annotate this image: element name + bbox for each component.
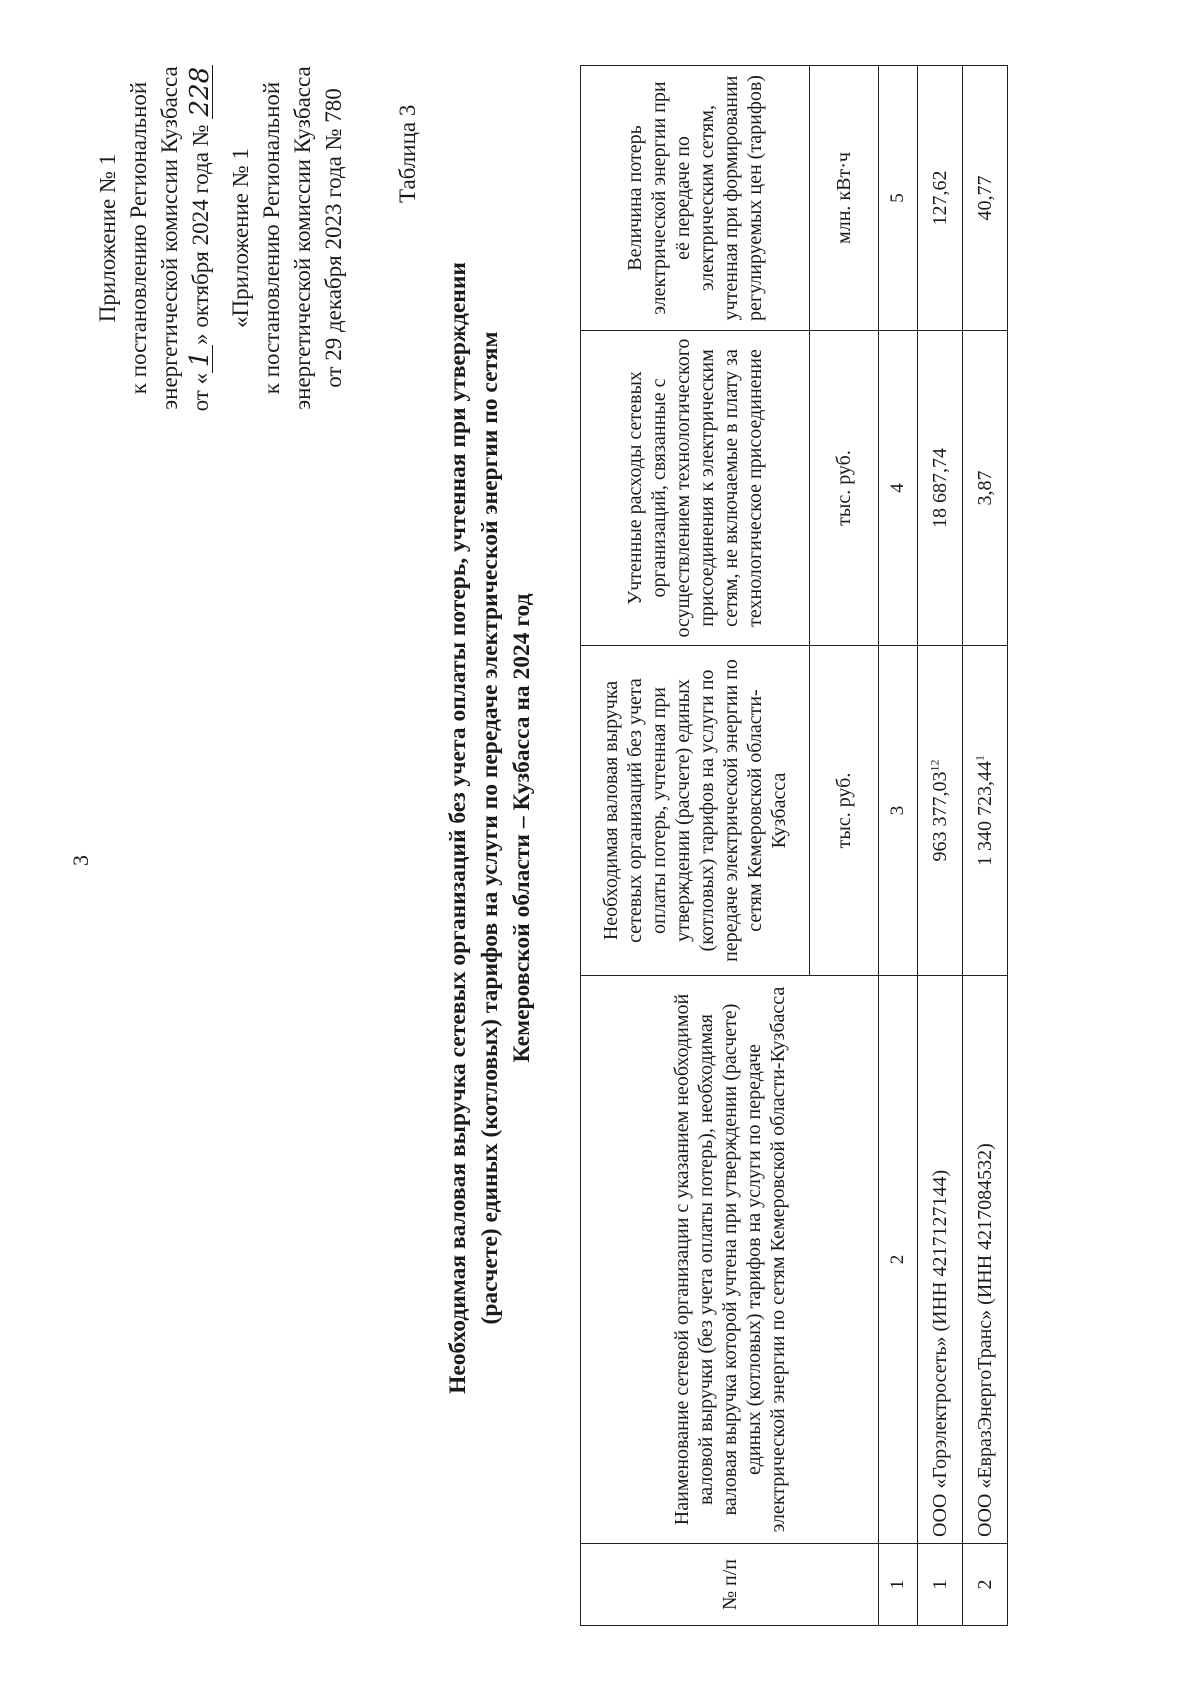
table-header-row xyxy=(581,66,810,1626)
date-prefix: от « xyxy=(188,372,213,412)
row-losses: 40,77 xyxy=(963,66,1008,331)
appendix-old-line1: «Приложение № 1 xyxy=(228,148,253,328)
row-nvv-footnote: 1 xyxy=(972,755,987,761)
title-line2: (расчете) единых (котловых) тарифов на услуги по передаче электрической энергии по сетям xyxy=(477,331,503,1325)
column-numbers-row xyxy=(879,66,918,1626)
appendix-new-date-line xyxy=(185,3,216,473)
document-title xyxy=(442,48,538,1608)
title-line1: Необходимая валовая выручка сетевых организаций без учета оплаты потерь, учтенная при утверждении xyxy=(445,262,471,1394)
unit-losses: млн. кВт·ч xyxy=(810,66,879,331)
column-number: 2 xyxy=(879,976,918,1544)
header-losses: Величина потерь электрической энергии при её передаче по электрическим сетям, учтенная при формировании регулируемых цен (тарифов) xyxy=(581,66,810,331)
header-num: № п/п xyxy=(581,1544,879,1626)
appendix-old-line2: к постановлению Региональной xyxy=(259,81,284,395)
row-org-name: ООО «ЕвразЭнергоТранс» (ИНН 4217084532) xyxy=(963,976,1008,1544)
unit-tp-costs: тыс. руб. xyxy=(810,331,879,646)
column-number: 1 xyxy=(879,1544,918,1626)
date-middle: » октября 2024 года № xyxy=(188,124,213,345)
table-label: Таблица 3 xyxy=(395,104,420,203)
row-tp-costs: 18 687,74 xyxy=(918,331,963,646)
appendix-new-line2: к постановлению Региональной xyxy=(126,81,151,395)
row-nvv-value: 963 377,03 xyxy=(929,771,951,862)
row-nvv xyxy=(963,646,1008,976)
row-num: 2 xyxy=(963,1544,1008,1626)
column-number: 5 xyxy=(879,66,918,331)
appendix-new-line3: энергетической комиссии Кузбасса xyxy=(157,66,182,410)
header-tp-costs: Учтенные расходы сетевых организаций, связанные с осуществлением технологического присоединения к электрическим сетям, не включаемые в плату за технологическое присоединение xyxy=(581,331,810,646)
handwritten-day: 1 xyxy=(188,345,213,373)
appendix-old-block xyxy=(225,3,349,473)
row-org-name: ООО «Горэлектросеть» (ИНН 4217127144) xyxy=(918,976,963,1544)
nvv-table xyxy=(580,65,1008,1626)
table-row xyxy=(963,66,1008,1626)
appendix-old-line4: от 29 декабря 2023 года № 780 xyxy=(321,88,346,388)
header-org-name: Наименование сетевой организации с указанием необходимой валовой выручки (без учета оплаты потерь), необходимая валовая выручка которой учтена при утверждении (расчете) единых (котловых) тарифов на услуги по передаче электрической энергии по сетям Кемеровской области-Кузбасса xyxy=(581,976,879,1544)
handwritten-number: 228 xyxy=(188,65,213,119)
appendix-old-line3: энергетической комиссии Кузбасса xyxy=(290,66,315,410)
row-num: 1 xyxy=(918,1544,963,1626)
row-nvv-value: 1 340 723,44 xyxy=(974,761,996,866)
appendix-new-line1: Приложение № 1 xyxy=(95,153,120,323)
title-line3: Кемеровской области – Кузбасса на 2024 год xyxy=(509,593,535,1063)
header-nvv: Необходимая валовая выручка сетевых организаций без учета оплаты потерь, учтенная при утверждении (расчете) единых (котловых) тарифов на услуги по передаче электрической энергии по сетям Кемеровской области-Кузбасса xyxy=(581,646,810,976)
table-row xyxy=(918,66,963,1626)
row-nvv-footnote: 12 xyxy=(927,759,942,772)
row-tp-costs: 3,87 xyxy=(963,331,1008,646)
row-nvv xyxy=(918,646,963,976)
row-losses: 127,62 xyxy=(918,66,963,331)
appendix-new-block xyxy=(92,3,216,473)
unit-nvv: тыс. руб. xyxy=(810,646,879,976)
column-number: 3 xyxy=(879,646,918,976)
column-number: 4 xyxy=(879,331,918,646)
page-number: 3 xyxy=(68,855,93,866)
